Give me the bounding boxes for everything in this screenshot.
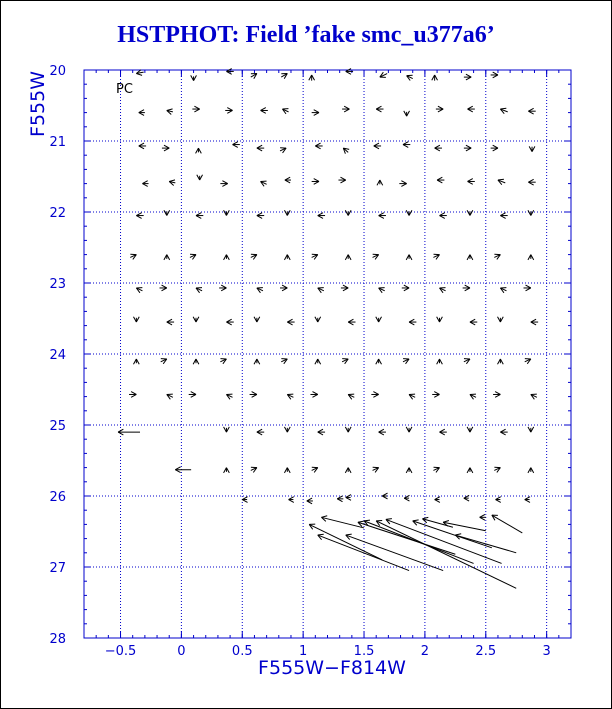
small-error-vector	[312, 179, 319, 185]
x-tick-label: 2.5	[475, 644, 497, 659]
small-error-vector	[161, 359, 167, 364]
small-error-vector	[494, 467, 500, 472]
small-error-vector	[280, 285, 287, 291]
small-error-vector	[224, 255, 230, 260]
error-vector	[307, 498, 313, 504]
small-error-vector	[433, 467, 439, 472]
small-error-vector	[343, 148, 349, 154]
small-error-vector	[491, 145, 498, 151]
error-vector	[321, 516, 364, 528]
small-error-vector	[468, 179, 475, 185]
small-error-vector	[312, 110, 319, 116]
small-error-vector	[142, 181, 148, 187]
small-error-vector	[440, 429, 447, 435]
small-error-vector	[251, 467, 257, 472]
small-error-vector	[440, 213, 447, 219]
small-error-vector	[467, 210, 473, 215]
small-error-vector	[528, 468, 534, 473]
small-error-vector	[379, 213, 386, 219]
small-error-vector	[464, 74, 471, 80]
small-error-vector	[136, 70, 143, 76]
small-error-vector	[402, 285, 409, 291]
small-error-vector	[130, 254, 136, 259]
small-error-vector	[374, 143, 381, 149]
small-error-vector	[348, 394, 354, 399]
small-error-vector	[192, 106, 199, 112]
error-vector	[289, 497, 294, 503]
error-vector	[175, 467, 191, 473]
y-tick-label: 28	[49, 632, 66, 647]
error-vector	[337, 496, 343, 502]
small-error-vector	[318, 213, 325, 219]
small-error-vector	[470, 394, 476, 399]
small-error-vector	[196, 148, 202, 153]
small-error-vector	[250, 392, 257, 398]
small-error-vector	[373, 254, 379, 259]
small-error-vector	[193, 317, 199, 322]
small-error-vector	[376, 317, 382, 322]
y-tick-label: 21	[49, 135, 66, 150]
small-error-vector	[403, 142, 410, 148]
small-error-vector	[491, 72, 498, 78]
small-error-vector	[282, 109, 288, 114]
small-error-vector	[284, 427, 290, 432]
small-error-vector	[528, 255, 534, 260]
small-error-vector	[129, 392, 136, 398]
error-vector	[309, 524, 382, 560]
small-error-vector	[310, 392, 317, 398]
small-error-vector	[190, 254, 196, 259]
small-error-vector	[376, 106, 383, 112]
small-error-vector	[318, 288, 324, 293]
small-error-vector	[406, 468, 412, 473]
small-error-vector	[500, 108, 507, 113]
small-error-vector	[257, 288, 263, 293]
small-error-vector	[432, 75, 438, 81]
small-error-vector	[435, 145, 442, 151]
error-vector	[455, 534, 516, 553]
error-vector	[318, 534, 409, 570]
error-vector	[404, 495, 409, 501]
x-tick-label: 0.5	[231, 644, 253, 659]
small-error-vector	[407, 75, 413, 80]
small-error-vector	[432, 392, 439, 398]
grid-lines	[84, 70, 571, 638]
small-error-vector	[345, 427, 351, 432]
small-error-vector	[133, 359, 139, 364]
small-error-vector	[528, 210, 534, 215]
small-error-vector	[493, 392, 500, 398]
small-error-vector	[409, 319, 416, 325]
small-error-vector	[285, 177, 291, 183]
small-error-vector	[379, 288, 385, 293]
y-tick-label: 23	[49, 277, 66, 292]
small-error-vector	[257, 429, 264, 435]
small-error-vector	[528, 179, 535, 185]
small-error-vector	[136, 288, 142, 293]
small-error-vector	[525, 359, 531, 364]
small-error-vector	[254, 359, 260, 364]
x-tick-label: 1	[299, 644, 308, 659]
small-error-vector	[342, 359, 348, 364]
small-error-vector	[284, 255, 290, 260]
error-vector	[376, 521, 516, 589]
small-error-vector	[498, 359, 504, 364]
small-error-vector	[193, 359, 199, 364]
small-error-vector	[196, 288, 202, 293]
small-error-vector	[226, 319, 233, 325]
small-error-vector	[220, 359, 226, 364]
x-tick-label: 0	[177, 644, 186, 659]
small-error-vector	[470, 319, 477, 325]
small-error-vector	[251, 254, 257, 259]
error-vector	[346, 495, 351, 501]
chart-title: HSTPHOT: Field ’fake smc_u377a6’	[117, 22, 495, 48]
x-tick-label: 3	[542, 644, 551, 659]
y-axis-title: F555W	[27, 71, 49, 137]
y-tick-label: 22	[49, 206, 66, 221]
small-error-vector	[437, 317, 443, 322]
small-error-vector	[164, 255, 170, 260]
small-error-vector	[437, 177, 444, 183]
small-error-vector	[189, 392, 196, 398]
small-error-vector	[345, 210, 351, 215]
small-error-vector	[261, 108, 268, 114]
small-error-vector	[498, 317, 504, 322]
small-error-vector	[225, 108, 232, 114]
y-tick-label: 27	[49, 561, 66, 576]
small-error-vector	[348, 319, 355, 325]
small-error-vector	[345, 255, 351, 260]
error-vector	[480, 514, 486, 520]
small-error-vector	[224, 210, 230, 215]
small-error-vector	[500, 429, 507, 435]
small-error-vector	[373, 467, 379, 472]
small-error-vector	[531, 319, 538, 325]
small-error-vector	[257, 145, 264, 151]
small-error-vector	[191, 75, 197, 80]
small-error-vector	[500, 213, 507, 219]
small-error-vector	[136, 213, 143, 219]
small-error-vector	[529, 146, 535, 151]
y-tick-label: 25	[49, 419, 66, 434]
small-error-vector	[406, 210, 412, 215]
small-error-vector	[167, 394, 173, 399]
small-error-vector	[467, 427, 473, 432]
small-error-vector	[528, 108, 535, 114]
small-error-vector	[281, 359, 287, 364]
small-error-vector	[261, 181, 267, 186]
small-error-vector	[346, 69, 353, 75]
small-error-vector	[528, 427, 534, 432]
error-vector	[435, 497, 440, 503]
small-error-vector	[287, 394, 293, 399]
small-error-vector	[404, 111, 410, 116]
small-error-vector	[251, 74, 257, 79]
small-error-vector	[468, 106, 475, 112]
small-error-vector	[379, 429, 386, 435]
y-tick-label: 26	[49, 490, 66, 505]
small-error-vector	[284, 468, 290, 473]
small-error-vector	[224, 468, 230, 473]
small-error-vector	[380, 72, 387, 77]
panel-label: PC	[116, 82, 133, 97]
error-vector	[464, 495, 469, 501]
small-error-vector	[169, 180, 175, 186]
small-error-vector	[342, 106, 349, 112]
small-error-vector	[440, 288, 446, 293]
small-error-vector	[531, 394, 537, 399]
error-vector	[118, 429, 140, 435]
error-vector	[525, 497, 530, 503]
y-tick-label: 20	[49, 64, 66, 79]
small-error-vector	[341, 285, 348, 291]
small-error-vector	[436, 106, 443, 112]
small-error-vector	[164, 210, 170, 215]
small-error-vector	[433, 254, 439, 259]
small-error-vector	[312, 254, 318, 259]
small-error-vector	[280, 148, 286, 153]
small-error-vector	[463, 285, 470, 291]
small-error-vector	[406, 427, 412, 432]
small-error-vector	[233, 142, 240, 148]
small-error-vector	[257, 213, 264, 219]
small-error-vector	[219, 285, 226, 291]
small-error-vector	[403, 359, 409, 364]
small-error-vector	[281, 74, 287, 79]
small-error-vector	[318, 429, 325, 435]
small-error-vector	[139, 143, 146, 149]
small-error-vector	[338, 177, 345, 183]
small-error-vector	[315, 359, 321, 364]
small-error-vector	[224, 427, 230, 432]
x-tick-label: 1.5	[353, 644, 375, 659]
small-error-vector	[309, 75, 315, 81]
small-error-vector	[197, 175, 203, 180]
small-error-vector	[254, 317, 260, 322]
small-error-vector	[524, 285, 531, 291]
small-error-vector	[312, 467, 318, 472]
small-error-vector	[287, 319, 294, 325]
small-error-vector	[409, 394, 415, 399]
small-error-vector	[498, 179, 505, 184]
small-error-vector	[139, 110, 145, 116]
small-error-vector	[494, 254, 500, 259]
small-error-vector	[406, 255, 412, 260]
small-error-vector	[220, 181, 227, 187]
small-error-vector	[284, 210, 290, 215]
small-error-vector	[167, 109, 173, 115]
small-error-vector	[399, 181, 406, 187]
small-error-vector	[437, 359, 443, 364]
y-tick-labels	[49, 64, 66, 647]
small-error-vector	[162, 145, 169, 151]
error-vector	[443, 520, 486, 530]
small-error-vector	[167, 319, 174, 325]
error-vector	[242, 497, 247, 503]
small-error-vector	[345, 468, 351, 473]
small-error-vector	[377, 180, 383, 185]
error-vector	[496, 497, 501, 503]
small-error-vector	[467, 255, 473, 260]
small-error-vector	[464, 359, 470, 364]
small-error-vector	[315, 317, 321, 322]
small-error-vector	[159, 285, 166, 291]
small-error-vector	[467, 468, 473, 473]
small-error-vector	[371, 392, 378, 398]
error-vector	[386, 519, 502, 564]
small-error-vector	[376, 359, 382, 364]
error-vector	[382, 493, 387, 499]
x-axis-title: F555W−F814W	[258, 657, 406, 679]
small-error-vector	[196, 213, 203, 219]
y-tick-label: 24	[49, 348, 66, 363]
x-tick-label: −0.5	[104, 644, 137, 659]
small-error-vector	[226, 394, 232, 399]
small-error-vector	[133, 317, 139, 322]
x-tick-label: 2	[420, 644, 430, 659]
error-vector	[492, 515, 522, 533]
small-error-vector	[315, 143, 322, 149]
small-error-vector	[226, 69, 233, 75]
small-error-vector	[500, 288, 506, 293]
small-error-vector	[464, 145, 471, 151]
